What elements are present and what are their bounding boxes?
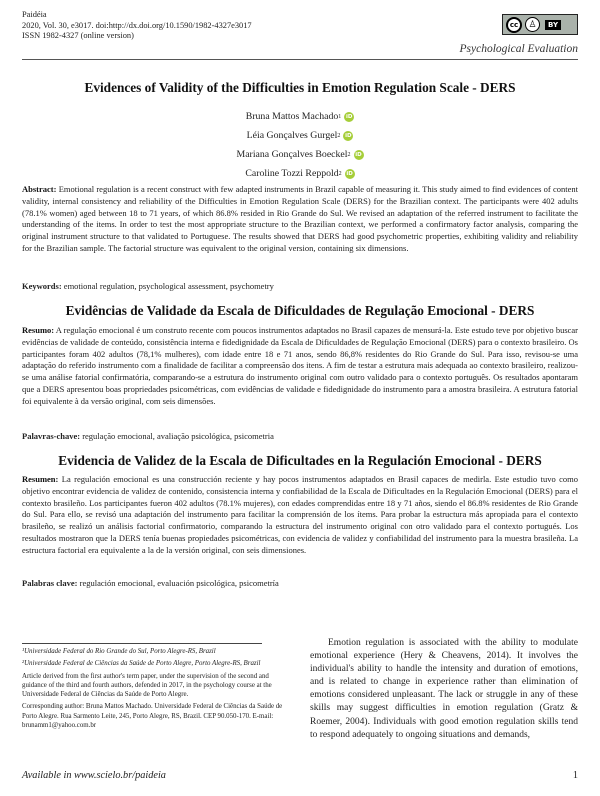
abstract-spanish (22, 474, 578, 557)
footnotes (22, 647, 292, 733)
body-text-column: Emotion regulation is associated with the ability to modulate emotional experience (Hery & Cheavens, 2014). It involves the individual's ability to handle the intensity and duration of emotions, and is related to change in experience rather than elimination of emotions considered unpleasant. The lack or struggle in any of these skills may suggest difficulties in emotion regulation (Gratz & Roemer, 2004). Individuals with good emotion regulation skills tend to respond adequately to ongoing situations and demands, (310, 638, 578, 740)
author-affiliation-mark: 2 (338, 170, 342, 177)
resumen-label: Resumen: (22, 474, 59, 484)
abstract-text: Emotional regulation is a recent construct with few adapted instruments in Brazil capable of measuring it. This study aimed to find evidences of content validity, internal consistency and reliability of the Difficulties in Emotion Regulation Scale (DERS) for the Brazilian context. The participants were 402 adults (78.1% women) aged between 18 to 71 years, of which 86.8% resided in Rio Grande do Sul. We revised an adaptation of the referred instrument to facilitate the understanding of the items. In order to test the most appropriate structure to the Brazilian context, we performed a confirmatory factor analysis, comparing the original instrument structure to that validated to Portuguese. The results showed that DERS had good psychometric properties, exhibiting validity and reliability for the Brazilian sample. The factorial structure was equivalent to the original version, containing six dimensions. (22, 184, 578, 253)
author-name: Léia Gonçalves Gurgel (246, 130, 338, 141)
keywords-label: Keywords: (22, 281, 62, 291)
cc-by-icon[interactable] (502, 14, 578, 35)
journal-name: Paidéia (22, 10, 47, 19)
author-name: Bruna Mattos Machado (245, 111, 339, 122)
cc-icon: cc (506, 17, 522, 33)
author-3 (0, 145, 600, 164)
journal-citation-block (22, 10, 252, 42)
affiliation-1: ¹Universidade Federal do Rio Grande do Sul, Porto Alegre-RS, Brazil (22, 648, 216, 655)
correspondence-note: Corresponding author: Bruna Mattos Machado. Universidade Federal de Ciências da Saúde de Porto Alegre. Rua Sarmento Leite, 245, Porto Alegre, RS, Brazil. CEP 90.050-170. E-mail: brunamm1@yahoo.com.br (22, 703, 283, 730)
by-label: BY (545, 20, 561, 30)
author-affiliation-mark: 1 (338, 113, 342, 120)
keywords-portuguese (22, 431, 578, 441)
palavras-chave-label: Palavras-chave: (22, 431, 81, 441)
palabras-clave-text: regulación emocional, evaluación psicológica, psicometría (77, 578, 279, 588)
abstract-label: Abstract: (22, 184, 57, 194)
orcid-icon[interactable]: iD (346, 170, 353, 177)
palabras-clave-label: Palabras clave: (22, 578, 78, 588)
page-number: 1 (572, 770, 578, 781)
keywords-english (22, 281, 578, 291)
orcid-icon[interactable]: iD (355, 151, 362, 158)
abstract-portuguese (22, 325, 578, 408)
author-name: Mariana Gonçalves Boeckel (236, 149, 348, 160)
keywords-spanish (22, 578, 578, 588)
orcid-icon[interactable]: iD (345, 132, 352, 139)
title-portuguese: Evidências de Validade da Escala de Dificuldades de Regulação Emocional - DERS (65, 303, 535, 318)
author-1 (0, 107, 600, 126)
resumo-text: A regulação emocional é um construto recente com poucos instrumentos adaptados no Brasil capazes de mensurá-la. Este estudo teve por objetivo buscar evidências de validade de conteúdo, consistência interna e fidedignidade da Escala de Dificuldades de Regulação Emocional (DERS) para o contexto brasileiro. Os participantes foram 402 adultos (78,1% mulheres), com idade entre 18 e 71 anos, sendo 86,8% residentes do Rio Grande do Sul. Para isso, revisou-se uma adaptação do referido instrumento com a finalidade de facilitar a compreensão dos itens. A fim de testar a estrutura mais adequada ao contexto brasileiro, realizou-se uma análise fatorial confirmatória, comparando-se a estrutura do instrumento original com outro validado para o contexto português. Os resultados apontaram que a DERS apresentou boas propriedades psicométricas, com evidências de validade e fidedignidade do instrumento para a amostra brasileira. A estrutura fatorial foi equivalente à da versão original, com seis dimensões. (22, 325, 578, 406)
header-divider (22, 59, 578, 60)
resumo-label: Resumo: (22, 325, 55, 335)
footnote-divider (22, 643, 262, 644)
author-affiliation-mark: 2 (347, 151, 351, 158)
author-affiliation-mark: 2 (337, 132, 341, 139)
issn: ISSN 1982-4327 (online version) (22, 31, 134, 41)
title-spanish: Evidencia de Validez de la Escala de Dificultades en la Regulación Emocional - DERS (58, 453, 542, 468)
abstract-english (22, 184, 578, 255)
footer-availability-link[interactable]: Available in www.scielo.br/paideia (22, 770, 166, 781)
person-icon: ♙ (525, 17, 540, 32)
journal-section-title: Psychological Evaluation (459, 43, 578, 55)
author-list (0, 107, 600, 183)
resumen-text: La regulación emocional es una construcción reciente y hay pocos instrumentos adaptados en Brasil capaces de medirla. Este estudio tuvo como objetivo encontrar evidencia de validez de contenido, consistencia interna y confiabilidad de la Escala de Dificultades en la Regulación Emocional (DERS) para el contexto brasileño. Los participantes fueron 402 adultos (78.1% mujeres), con edades comprendidas entre 18 y 71 años, siendo el 86.8% residentes de Rio Grande do Sul. Para ello, se revisó una adaptación del instrumento para facilitar la comprensión de los ítems. Para probar la estructura más apropiada para el contexto brasileño, se realizó un análisis factorial confirmatorio, comparando la estructura del instrumento original con otro validado para el contexto portugués. Los resultados mostraron que la DERS tenía buenas propiedades psicométricas, con evidencia de validez y confiabilidad del instrumento para la muestra brasileña. La estructura factorial era equivalente a la de la versión original, con seis dimensiones. (22, 474, 578, 555)
citation-doi[interactable]: 2020, Vol. 30, e3017. doi:http://dx.doi.org/10.1590/1982-4327e3017 (22, 20, 252, 30)
affiliation-2: ²Universidade Federal de Ciências da Saúde de Porto Alegre, Porto Alegre-RS, Brazil (22, 660, 261, 668)
author-2 (0, 126, 600, 145)
author-name: Caroline Tozzi Reppold (245, 168, 339, 179)
article-origin-note: Article derived from the first author's term paper, under the supervision of the second and guidance of the third and fourth authors, defended in 2017, in the psychology course at the Universidade Federal de Ciências da Saúde de Porto Alegre. (22, 672, 272, 699)
keywords-text: emotional regulation, psychological assessment, psychometry (61, 281, 274, 291)
orcid-icon[interactable]: iD (346, 113, 353, 120)
paper-title: Evidences of Validity of the Difficulties in Emotion Regulation Scale - DERS (84, 80, 516, 95)
palavras-chave-text: regulação emocional, avaliação psicológica, psicometria (80, 431, 274, 441)
author-4 (0, 164, 600, 183)
